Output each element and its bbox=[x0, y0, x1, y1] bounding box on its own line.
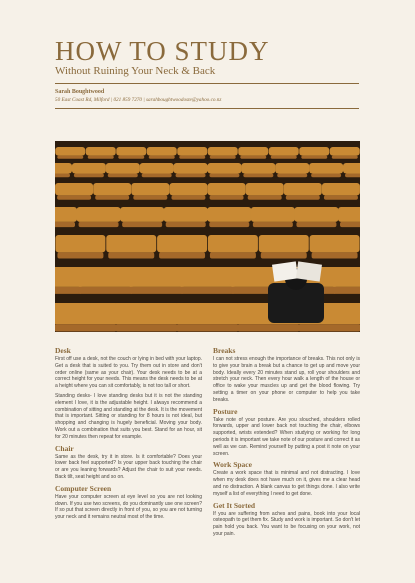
seat-back bbox=[106, 235, 156, 252]
seat-base bbox=[271, 156, 297, 159]
seat-base bbox=[261, 252, 307, 258]
seat-base bbox=[116, 324, 178, 331]
seat-base bbox=[181, 287, 235, 294]
section-computer-screen bbox=[55, 484, 202, 521]
seat-base bbox=[57, 195, 91, 199]
seat-base bbox=[301, 156, 327, 159]
seat-base bbox=[209, 222, 249, 227]
seat-base bbox=[238, 324, 300, 331]
section-posture bbox=[213, 407, 360, 458]
seat-base bbox=[79, 287, 133, 294]
seat-base bbox=[122, 222, 162, 227]
seat-base bbox=[312, 252, 358, 258]
seat-back bbox=[177, 147, 207, 156]
seat-base bbox=[210, 195, 244, 199]
section-heading: Breaks bbox=[213, 346, 236, 355]
seat-base bbox=[240, 156, 266, 159]
section-paragraph: Have your computer screen at eye level so you are not looking down. If you use two screens, do you dominantly use one screen? If so put that screen directly in front of you, so you are not turning your neck and it remains neutral most of the time. bbox=[55, 493, 202, 521]
section-heading: Get It Sorted bbox=[213, 500, 256, 510]
seat-back bbox=[309, 163, 343, 174]
section-paragraph: If you are suffering from aches and pains, book into your local osteopath to get them fix. Study and work is important. So don't let pain hold you back. You want to be focusing on your work, not your pain. bbox=[213, 510, 360, 537]
seat-base bbox=[79, 222, 119, 227]
seat-back bbox=[55, 147, 85, 156]
seat-base bbox=[166, 222, 206, 227]
seat-base bbox=[324, 195, 358, 199]
seat-back bbox=[208, 183, 246, 195]
seat-base bbox=[209, 174, 239, 178]
seat-back bbox=[322, 183, 360, 195]
seat-base bbox=[299, 324, 361, 331]
seat-base bbox=[311, 174, 341, 178]
seat-back bbox=[208, 235, 258, 252]
seat-back bbox=[238, 147, 268, 156]
lecture-hall-illustration bbox=[55, 141, 360, 332]
section-get-it-sorted bbox=[213, 501, 360, 538]
seat-base bbox=[176, 174, 206, 178]
seat-back bbox=[310, 235, 360, 252]
section-desk bbox=[55, 346, 202, 441]
seat-base bbox=[55, 174, 70, 178]
seat-back bbox=[294, 207, 338, 222]
seat-back bbox=[275, 163, 309, 174]
seat-back bbox=[175, 303, 241, 324]
section-paragraph: First off use a desk, not the couch or lying in bed with your laptop. Get a desk that is suited to you. Try them out in store and don't order online (same as your chair). Your desk needs to be at a correct height for your needs. This means the desk needs to be at a height where you can sit comfortably, is not too tall or short. bbox=[55, 356, 202, 390]
seat-base bbox=[171, 195, 205, 199]
seat-base bbox=[57, 156, 83, 159]
seat-base bbox=[277, 174, 307, 178]
seat-base bbox=[133, 195, 167, 199]
seat-base bbox=[74, 174, 104, 178]
seat-back bbox=[72, 163, 106, 174]
seat-base bbox=[130, 287, 184, 294]
book-left-page bbox=[272, 261, 298, 281]
seat-base bbox=[253, 222, 293, 227]
document-subtitle: Without Ruining Your Neck & Back bbox=[55, 65, 216, 77]
seat-back bbox=[131, 183, 169, 195]
seat-back bbox=[208, 147, 238, 156]
seat-base bbox=[108, 174, 138, 178]
seat-base bbox=[286, 195, 320, 199]
seat-back bbox=[55, 163, 72, 174]
seat-back bbox=[169, 183, 207, 195]
seat-back bbox=[179, 267, 237, 287]
seat-back bbox=[358, 303, 361, 324]
book-right-page bbox=[296, 261, 322, 281]
section-paragraph: Create a work space that is minimal and not distracting. I love when my desk does not have much on it, gives me a clear head and no distraction. A blank canvas to get things done. I also write myself a list of everything I need to get done. bbox=[213, 470, 360, 497]
divider-top bbox=[55, 83, 359, 84]
seat-back bbox=[128, 267, 186, 287]
seat-back bbox=[114, 303, 180, 324]
section-heading: Posture bbox=[213, 406, 238, 416]
seat-back bbox=[207, 163, 241, 174]
seat-base bbox=[333, 287, 360, 294]
seat-back bbox=[77, 267, 135, 287]
section-paragraph: Standing desks- I love standing desks but it is not the standing element I love, it is the adjustable height. I always recommend a combination of sitting and standing at the desk. It is the movement that is important. Sitting or standing for 8 hours is not ideal, but shopping and changing is hugely beneficial. Moving your body. Work out a combination that suits you best. Stand for an hour, sit for 20 minutes then repeat for example. bbox=[55, 392, 202, 440]
seat-base bbox=[210, 252, 256, 258]
seat-base bbox=[159, 252, 205, 258]
seat-back bbox=[157, 235, 207, 252]
section-work-space bbox=[213, 460, 360, 497]
section-heading: Computer Screen bbox=[55, 483, 112, 493]
seat-back bbox=[120, 207, 164, 222]
section-heading: Work Space bbox=[213, 460, 252, 470]
seat-back bbox=[116, 147, 146, 156]
author-contact: 50 East Coast Rd, Milford | 021 859 7270 | sarahboughtwoodoste@yahoo.co.nz bbox=[55, 97, 222, 103]
seat-base bbox=[95, 195, 129, 199]
seat-base bbox=[55, 222, 75, 227]
right-column bbox=[213, 346, 360, 541]
seat-base bbox=[177, 324, 239, 331]
section-chair bbox=[55, 444, 202, 481]
seat-back bbox=[269, 147, 299, 156]
seat-back bbox=[140, 163, 174, 174]
seat-base bbox=[210, 156, 236, 159]
seat-base bbox=[108, 252, 154, 258]
section-paragraph: Take note of your posture. Are you slouched, shoulders rolled forwards, upper and lower back not touching the chair, elbows supported, wrists extended? When studying or working for long periods it is important we take note of our posture and correct it as well as we can. Remind yourself by putting a post it note on your screen. bbox=[213, 416, 360, 457]
seat-back bbox=[338, 207, 360, 222]
seat-base bbox=[296, 222, 336, 227]
seat-base bbox=[57, 252, 103, 258]
seat-back bbox=[55, 183, 93, 195]
seat-base bbox=[55, 324, 117, 331]
section-paragraph: I can not stress enough the importance of breaks. This not only is to give your brain a break but a chance to get up and move your body. Ideally every 20 minutes stand up, roll your shoulders and stretch your neck. Then every hour walk a length of the house or office to wake your muscles up and get the blood flowing. Try setting a timer on your phone or computer to help you take breaks. bbox=[213, 356, 360, 403]
author-name: Sarah Boughtwood bbox=[55, 89, 105, 95]
seat-base bbox=[243, 174, 273, 178]
seat-back bbox=[259, 235, 309, 252]
seat-back bbox=[331, 267, 360, 287]
seat-back bbox=[330, 147, 360, 156]
seat-back bbox=[86, 147, 116, 156]
seat-back bbox=[246, 183, 284, 195]
seat-back bbox=[93, 183, 131, 195]
seat-back bbox=[174, 163, 208, 174]
seat-base bbox=[340, 222, 360, 227]
seat-back bbox=[299, 147, 329, 156]
document-title: HOW TO STUDY bbox=[55, 36, 270, 66]
seat-base bbox=[118, 156, 144, 159]
seat-base bbox=[149, 156, 175, 159]
seat-back bbox=[55, 235, 105, 252]
section-paragraph: Same as the desk, try it in store. Is it comfortable? Does your lower back feel supported? Is your upper back touching the chair or are you leaning forwards? Adjust the chair to suit your needs. Back tilt, seat height and so on. bbox=[55, 453, 202, 480]
seat-back bbox=[207, 207, 251, 222]
lecture-hall-photo bbox=[55, 141, 360, 332]
seat-back bbox=[77, 207, 121, 222]
seat-back bbox=[284, 183, 322, 195]
seat-back bbox=[55, 303, 119, 324]
seat-back bbox=[55, 207, 77, 222]
section-heading: Desk bbox=[55, 346, 71, 355]
seat-back bbox=[147, 147, 177, 156]
seat-base bbox=[142, 174, 172, 178]
seat-base bbox=[55, 287, 82, 294]
seat-base bbox=[248, 195, 282, 199]
section-breaks bbox=[213, 346, 360, 404]
left-column bbox=[55, 346, 202, 524]
seat-base bbox=[345, 174, 360, 178]
seat-base bbox=[179, 156, 205, 159]
seat-base bbox=[88, 156, 114, 159]
seat-back bbox=[241, 163, 275, 174]
section-heading: Chair bbox=[55, 443, 74, 453]
seat-back bbox=[251, 207, 295, 222]
seat-back bbox=[106, 163, 140, 174]
seat-back bbox=[343, 163, 360, 174]
seat-base bbox=[332, 156, 358, 159]
seat-back bbox=[164, 207, 208, 222]
divider-bottom bbox=[55, 108, 359, 109]
